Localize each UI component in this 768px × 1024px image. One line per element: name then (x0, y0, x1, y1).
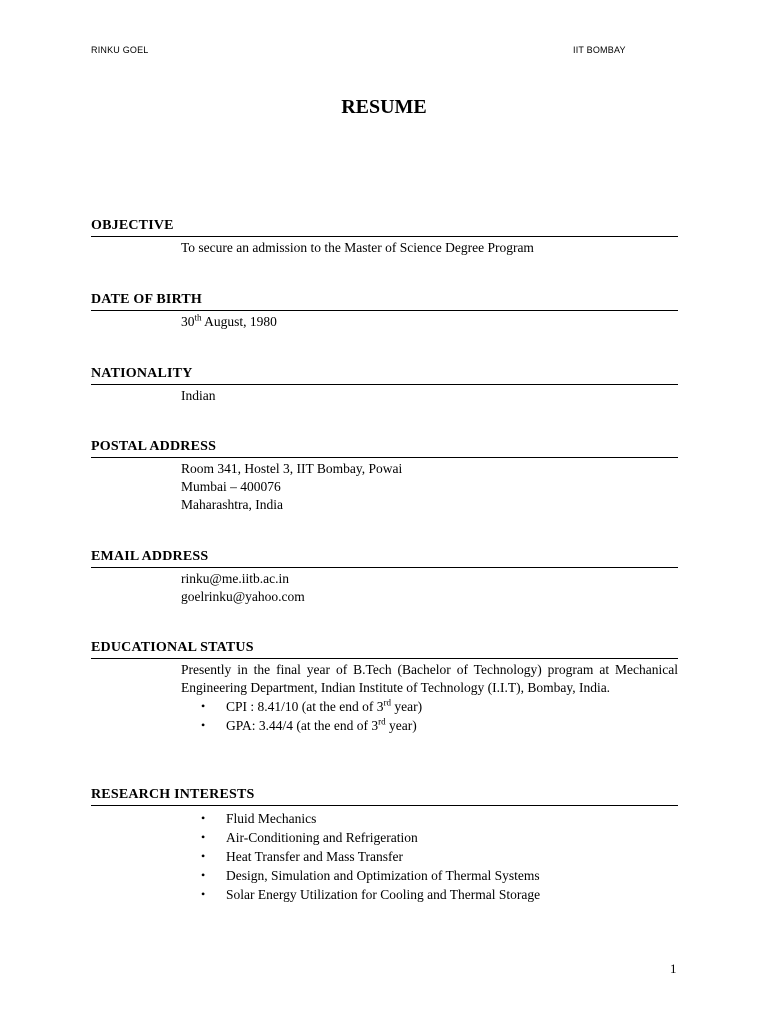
bullet-icon: • (201, 868, 206, 882)
nationality-text: Indian (181, 388, 216, 403)
bullet-icon: • (201, 811, 206, 825)
list-item: • CPI : 8.41/10 (at the end of 3rd year) (201, 697, 423, 714)
page-title: RESUME (341, 96, 427, 118)
header-institution: IIT BOMBAY (573, 45, 626, 55)
postal-line: Mumbai – 400076 (181, 479, 281, 494)
list-item: • Solar Energy Utilization for Cooling and Thermal Storage (201, 887, 541, 902)
email-heading: EMAIL ADDRESS (91, 548, 678, 568)
education-section (91, 639, 678, 735)
bullet-icon: • (201, 718, 206, 732)
postal-section (91, 438, 678, 514)
nationality-section (91, 365, 678, 405)
objective-heading: OBJECTIVE (91, 217, 678, 237)
list-item: • Design, Simulation and Optimization of Thermal Systems (201, 868, 540, 883)
email-line: rinku@me.iitb.ac.in (181, 571, 290, 586)
bullet-icon: • (201, 699, 206, 713)
page-number: 1 (670, 961, 677, 976)
header-name: RINKU GOEL (91, 45, 149, 55)
bullet-icon: • (201, 887, 206, 901)
dob-heading: DATE OF BIRTH (91, 291, 678, 311)
objective-text: To secure an admission to the Master of Science Degree Program (181, 240, 534, 255)
research-list (181, 809, 678, 904)
list-item: • Heat Transfer and Mass Transfer (201, 849, 403, 864)
nationality-heading: NATIONALITY (91, 365, 678, 385)
bullet-icon: • (201, 830, 206, 844)
dob-text (181, 313, 678, 331)
email-section (91, 548, 678, 606)
postal-line: Room 341, Hostel 3, IIT Bombay, Powai (181, 461, 403, 476)
research-heading: RESEARCH INTERESTS (91, 786, 678, 806)
dob-section (91, 291, 678, 331)
objective-section (91, 217, 678, 257)
education-heading: EDUCATIONAL STATUS (91, 639, 678, 659)
list-item: • Fluid Mechanics (201, 811, 317, 826)
education-bullets (181, 697, 678, 735)
dob-day-suffix: th (194, 312, 202, 323)
list-item: • GPA: 3.44/4 (at the end of 3rd year) (201, 716, 417, 733)
education-paragraph: Presently in the final year of B.Tech (Bachelor of Technology) program at Mechanical Engineering Department, Indian Institute of Technology (I.I.T), Bombay, India. (181, 662, 678, 695)
email-line: goelrinku@yahoo.com (181, 589, 305, 604)
postal-heading: POSTAL ADDRESS (91, 438, 678, 458)
dob-rest: August, 1980 (201, 314, 277, 329)
bullet-icon: • (201, 849, 206, 863)
list-item: • Air-Conditioning and Refrigeration (201, 830, 418, 845)
postal-line: Maharashtra, India (181, 497, 283, 512)
dob-day: 30 (181, 314, 195, 329)
research-section (91, 786, 678, 904)
